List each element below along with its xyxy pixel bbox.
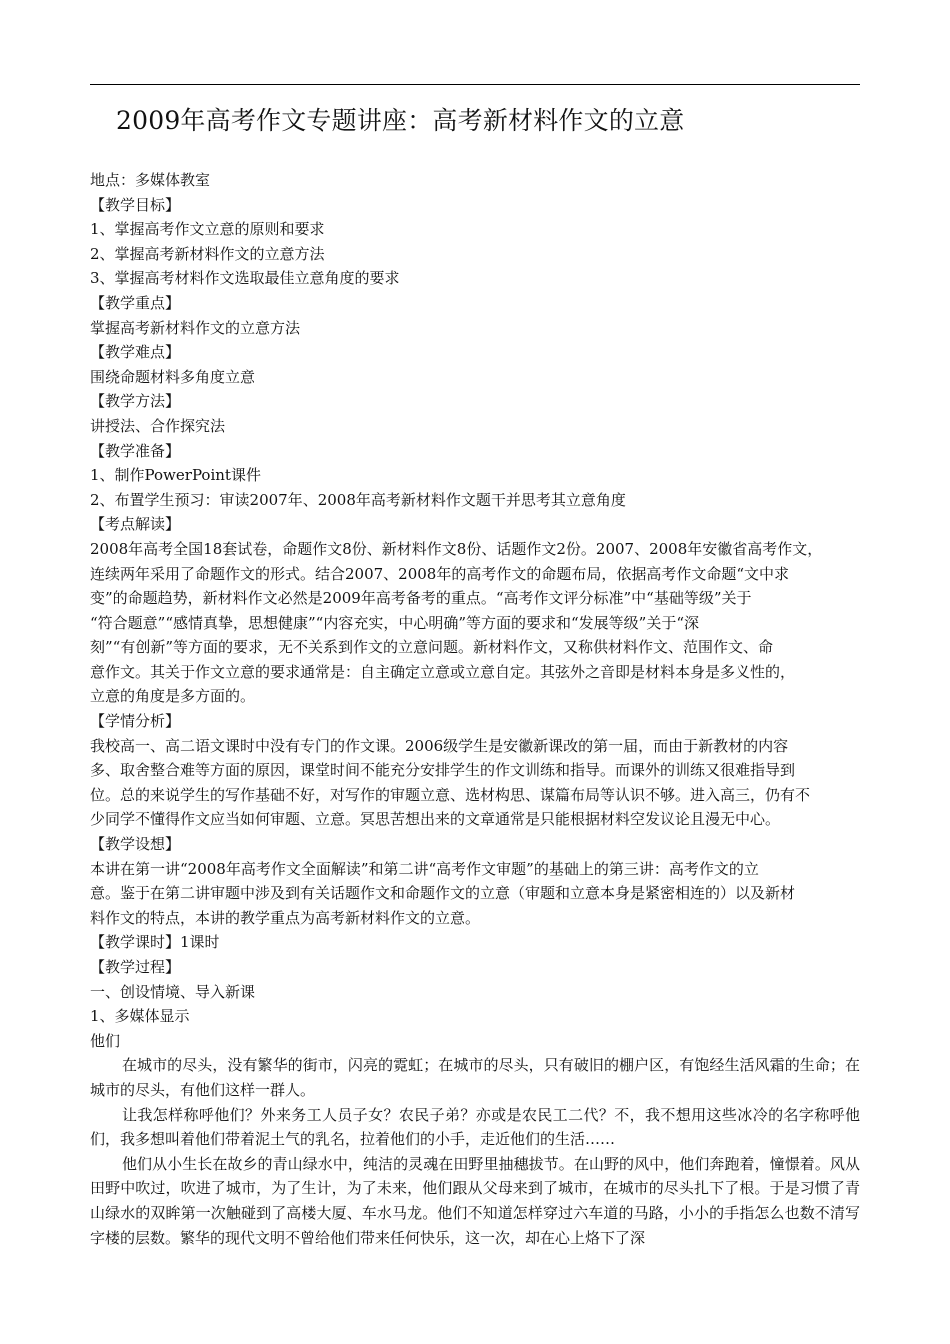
section-heading-design: 【教学设想】 [90, 835, 181, 854]
students-line: 我校高一、高二语文课时中没有专门的作文课。2006级学生是安徽新课改的第一届，而由于新教材的内容 [90, 736, 789, 755]
key-point-text: 掌握高考新材料作文的立意方法 [90, 318, 301, 337]
section-heading-process: 【教学过程】 [90, 958, 181, 976]
excerpt-title: 他们 [90, 1031, 121, 1050]
location-line: 地点：多媒体教室 [90, 171, 211, 189]
excerpt-paragraph: 在城市的尽头，没有繁华的街市，闪亮的霓虹；在城市的尽头，只有破旧的棚户区，有饱经生活风霜的生命；在城市的尽头，有他们这样一群人。 [90, 1056, 860, 1099]
document-body [90, 168, 860, 1250]
method-text: 讲授法、合作探究法 [90, 416, 226, 435]
students-line: 少同学不懂得作文应当如何审题、立意。冥思苦想出来的文章通常是只能根据材料空发议论且漫无中心。 [90, 810, 781, 829]
analysis-line: 刻”“有创新”等方面的要求，无不关系到作文的立意问题。新材料作文，又称供材料作文、范围作文、命 [90, 638, 774, 657]
design-line: 料作文的特点，本讲的教学重点为高考新材料作文的立意。 [90, 908, 481, 927]
objective-item: 1、掌握高考作文立意的原则和要求 [90, 220, 325, 239]
section-heading-students: 【学情分析】 [90, 712, 181, 731]
preparation-item: 2、布置学生预习：审读2007年、2008年高考新材料作文题干并思考其立意角度 [90, 490, 626, 509]
section-heading-objectives: 【教学目标】 [90, 195, 181, 214]
analysis-line: 连续两年采用了命题作文的形式。结合2007、2008年的高考作文的命题布局，依据高考作文命题“文中求 [90, 564, 790, 583]
design-line: 本讲在第一讲“2008年高考作文全面解读”和第二讲“高考作文审题”的基础上的第三讲：高考作文的立 [90, 859, 759, 878]
process-step: 一、创设情境、导入新课 [90, 982, 256, 1001]
header-rule [90, 84, 860, 85]
analysis-line: 变”的命题趋势，新材料作文必然是2009年高考备考的重点。“高考作文评分标准”中“基础等级”关于 [90, 589, 752, 608]
students-line: 多、取舍整合难等方面的原因，课堂时间不能充分安排学生的作文训练和指导。而课外的训练又很难指导到 [90, 761, 796, 780]
objective-item: 2、掌握高考新材料作文的立意方法 [90, 244, 325, 263]
analysis-line: 立意的角度是多方面的。 [90, 687, 256, 706]
preparation-item: 1、制作PowerPoint课件 [90, 466, 261, 485]
objective-item: 3、掌握高考材料作文选取最佳立意角度的要求 [90, 269, 400, 288]
section-heading-key-points: 【教学重点】 [90, 293, 181, 312]
document-title: 2009年高考作文专题讲座：高考新材料作文的立意 [116, 106, 685, 135]
analysis-line: 2008年高考全国18套试卷，命题作文8份、新材料作文8份、话题作文2份。2007、2008年安徽省高考作文， [90, 539, 823, 558]
excerpt-paragraph: 让我怎样称呼他们？外来务工人员子女？农民子弟？亦或是农民工二代？不，我不想用这些冰冷的名字称呼他们，我多想叫着他们带着泥土气的乳名，拉着他们的小手，走近他们的生活…… [90, 1105, 860, 1149]
analysis-line: “符合题意”“感情真挚，思想健康”“内容充实，中心明确”等方面的要求和“发展等级”关于“深 [90, 613, 700, 632]
section-heading-hours: 【教学课时】1课时 [90, 933, 220, 952]
section-heading-difficulties: 【教学难点】 [90, 343, 181, 362]
section-heading-analysis: 【考点解读】 [90, 515, 181, 534]
process-substep: 1、多媒体显示 [90, 1007, 190, 1026]
analysis-line: 意作文。其关于作文立意的要求通常是：自主确定立意或立意自定。其弦外之音即是材料本身是多义性的， [90, 662, 796, 681]
design-line: 意。鉴于在第二讲审题中涉及到有关话题作文和命题作文的立意（审题和立意本身是紧密相连的）以及新材 [90, 884, 796, 903]
section-heading-preparation: 【教学准备】 [90, 441, 181, 460]
difficulty-text: 围绕命题材料多角度立意 [90, 367, 256, 386]
students-line: 位。总的来说学生的写作基础不好，对写作的审题立意、选材构思、谋篇布局等认识不够。进入高三，仍有不 [90, 785, 811, 804]
section-heading-methods: 【教学方法】 [90, 392, 181, 411]
excerpt-paragraph: 他们从小生长在故乡的青山绿水中，纯洁的灵魂在田野里抽穗拔节。在山野的风中，他们奔跑着，憧憬着。风从田野中吹过，吹进了城市，为了生计，为了未来，他们跟从父母来到了城市，在城市的尽头扎下了根。于是习惯了青山绿水的双眸第一次触碰到了高楼大厦、车水马龙。他们不知道怎样穿过六车道的马路，小小的手指怎么也数不清写字楼的层数。繁华的现代文明不曾给他们带来任何快乐，这一次，却在心上烙下了深 [90, 1154, 860, 1247]
